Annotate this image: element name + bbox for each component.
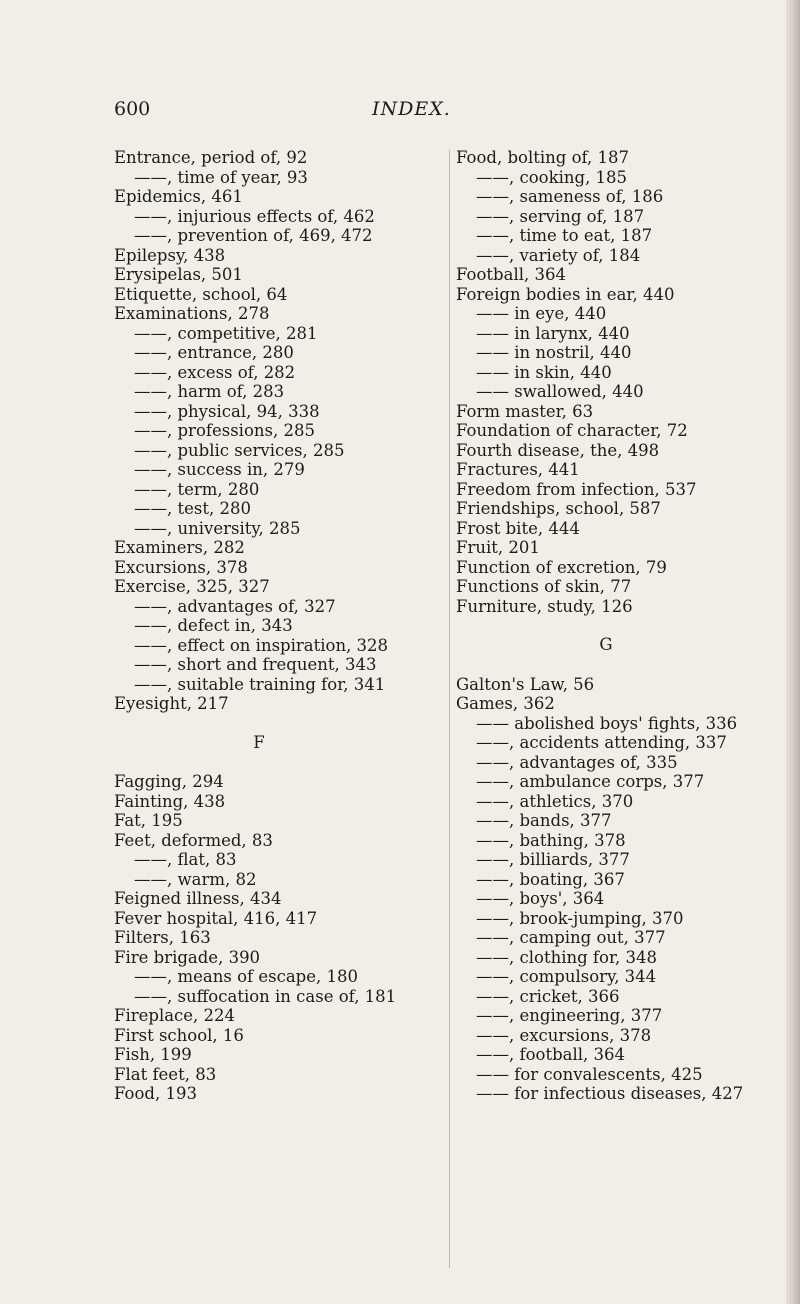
index-entry: Form master, 63 [456, 401, 594, 421]
index-entry: Food, 193 [114, 1084, 197, 1103]
index-subentry: ——, excursions, 378 [476, 1025, 652, 1045]
index-subentry: —— in skin, 440 [476, 362, 612, 382]
column-divider [449, 150, 450, 1268]
index-entry: Examinations, 278 [114, 304, 270, 323]
index-entry: Fractures, 441 [456, 460, 580, 479]
index-entry: Exercise, 325, 327 [114, 577, 270, 596]
index-entry: Fish, 199 [114, 1045, 192, 1064]
index-subentry: ——, boys', 364 [476, 889, 605, 908]
section-letter: F [253, 732, 265, 752]
index-entry: Filters, 163 [114, 928, 211, 947]
index-subentry: ——, university, 285 [134, 518, 301, 538]
index-subentry: ——, suffocation in case of, 181 [134, 986, 397, 1006]
index-entry: Frost bite, 444 [456, 518, 580, 538]
index-subentry: ——, athletics, 370 [476, 791, 634, 811]
index-entry: Feigned illness, 434 [114, 889, 282, 908]
page-header [114, 98, 694, 124]
index-entry: Fruit, 201 [456, 538, 540, 557]
index-subentry: ——, camping out, 377 [476, 928, 666, 947]
index-entry: Fireplace, 224 [114, 1006, 236, 1025]
index-subentry: —— swallowed, 440 [476, 382, 644, 401]
index-subentry: ——, time of year, 93 [134, 167, 308, 187]
index-entry: Erysipelas, 501 [114, 265, 243, 284]
index-subentry: ——, means of escape, 180 [134, 967, 358, 986]
index-subentry: ——, entrance, 280 [134, 343, 294, 362]
index-entry: Epilepsy, 438 [114, 245, 226, 265]
index-subentry: —— for convalescents, 425 [476, 1064, 703, 1084]
index-subentry: ——, sameness of, 186 [476, 187, 664, 206]
index-entry: Epidemics, 461 [114, 187, 243, 206]
page-number: 600 [114, 98, 151, 120]
index-subentry: —— abolished boys' fights, 336 [476, 713, 738, 733]
index-entry: First school, 16 [114, 1025, 244, 1045]
index-subentry: ——, bands, 377 [476, 811, 612, 830]
index-entry: Fainting, 438 [114, 791, 226, 811]
index-entry: Flat feet, 83 [114, 1064, 217, 1084]
running-head: INDEX. [372, 98, 451, 120]
index-subentry: ——, short and frequent, 343 [134, 655, 377, 674]
index-subentry: ——, excess of, 282 [134, 362, 296, 382]
index-entry: Furniture, study, 126 [456, 596, 633, 616]
index-entry: Friendships, school, 587 [456, 499, 661, 518]
index-subentry: ——, success in, 279 [134, 460, 305, 479]
index-column-right [456, 148, 786, 1104]
index-subentry: ——, cricket, 366 [476, 986, 620, 1006]
index-subentry: ——, boating, 367 [476, 869, 625, 889]
index-subentry: ——, variety of, 184 [476, 245, 641, 265]
index-column-left [114, 148, 444, 1104]
index-subentry: ——, bathing, 378 [476, 830, 626, 850]
index-entry: Etiquette, school, 64 [114, 284, 288, 304]
index-subentry: ——, serving of, 187 [476, 206, 645, 226]
index-entry: Food, bolting of, 187 [456, 148, 630, 167]
index-subentry: ——, cooking, 185 [476, 167, 628, 187]
index-subentry: ——, prevention of, 469, 472 [134, 226, 373, 245]
index-entry: Galton's Law, 56 [456, 674, 595, 694]
index-entry: Examiners, 282 [114, 538, 245, 557]
index-subentry: ——, physical, 94, 338 [134, 401, 320, 421]
index-subentry: ——, public services, 285 [134, 440, 345, 460]
index-subentry: ——, flat, 83 [134, 850, 237, 869]
index-entry: Function of excretion, 79 [456, 557, 667, 577]
index-subentry: ——, brook-jumping, 370 [476, 908, 684, 928]
index-entry: Fire brigade, 390 [114, 947, 261, 967]
index-subentry: ——, professions, 285 [134, 421, 315, 440]
index-entry: Eyesight, 217 [114, 694, 229, 713]
index-entry: Entrance, period of, 92 [114, 148, 308, 167]
index-subentry: ——, suitable training for, 341 [134, 674, 386, 694]
index-subentry: ——, time to eat, 187 [476, 226, 653, 245]
index-subentry: ——, test, 280 [134, 499, 251, 518]
index-entry: Games, 362 [456, 694, 555, 713]
index-subentry: ——, engineering, 377 [476, 1006, 663, 1025]
index-subentry: ——, competitive, 281 [134, 323, 318, 343]
index-subentry: ——, billiards, 377 [476, 850, 630, 869]
index-subentry: ——, ambulance corps, 377 [476, 772, 705, 791]
index-entry: Fourth disease, the, 498 [456, 440, 660, 460]
section-letter: G [599, 635, 613, 654]
index-subentry: ——, defect in, 343 [134, 616, 293, 635]
index-subentry: ——, advantages of, 327 [134, 596, 336, 616]
index-subentry: ——, football, 364 [476, 1045, 626, 1064]
index-subentry: ——, harm of, 283 [134, 382, 285, 401]
index-subentry: ——, compulsory, 344 [476, 967, 657, 986]
index-subentry: —— for infectious diseases, 427 [476, 1084, 744, 1103]
index-subentry: —— in eye, 440 [476, 304, 607, 323]
index-subentry: ——, clothing for, 348 [476, 947, 658, 967]
index-subentry: —— in larynx, 440 [476, 323, 630, 343]
index-entry: Fagging, 294 [114, 772, 224, 791]
page-edge [786, 0, 800, 1304]
index-subentry: ——, term, 280 [134, 479, 260, 499]
index-entry: Foreign bodies in ear, 440 [456, 284, 675, 304]
index-entry: Foundation of character, 72 [456, 421, 688, 440]
index-entry: Feet, deformed, 83 [114, 830, 273, 850]
index-subentry: ——, effect on inspiration, 328 [134, 635, 389, 655]
index-subentry: —— in nostril, 440 [476, 343, 632, 362]
index-subentry: ——, advantages of, 335 [476, 752, 678, 772]
index-entry: Functions of skin, 77 [456, 577, 632, 596]
index-entry: Freedom from infection, 537 [456, 479, 697, 499]
index-entry: Fat, 195 [114, 811, 183, 830]
index-entry: Football, 364 [456, 265, 566, 284]
index-entry: Excursions, 378 [114, 557, 248, 577]
index-subentry: ——, injurious effects of, 462 [134, 206, 375, 226]
index-subentry: ——, warm, 82 [134, 869, 257, 889]
index-entry: Fever hospital, 416, 417 [114, 908, 318, 928]
index-subentry: ——, accidents attending, 337 [476, 733, 727, 752]
